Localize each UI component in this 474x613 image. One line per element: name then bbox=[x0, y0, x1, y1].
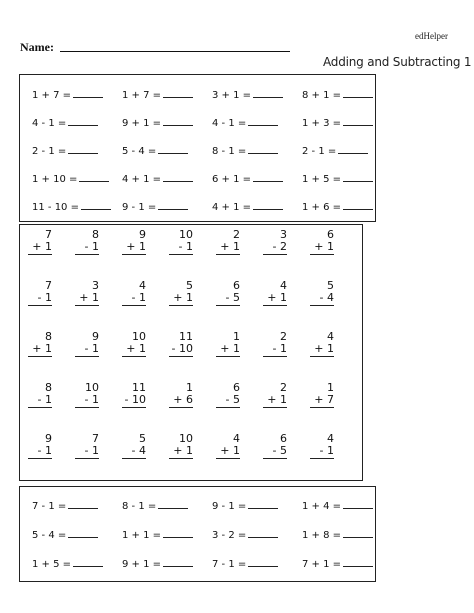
answer-blank[interactable] bbox=[248, 556, 278, 567]
horizontal-problem bbox=[122, 171, 212, 199]
answer-blank[interactable] bbox=[163, 171, 193, 182]
problem-text: 1 + 3 = bbox=[302, 118, 342, 129]
problem-top-number: 9 bbox=[92, 330, 99, 343]
problem-top-number: 10 bbox=[179, 228, 193, 241]
problem-text: 1 + 8 = bbox=[302, 530, 342, 541]
horizontal-problem bbox=[122, 143, 212, 171]
brand-label: edHelper bbox=[415, 31, 448, 41]
problem-bottom-operand: - 5 bbox=[216, 394, 240, 408]
problem-top-number: 10 bbox=[85, 381, 99, 394]
problem-top-number: 2 bbox=[280, 330, 287, 343]
problem-text: 3 - 2 = bbox=[212, 530, 247, 541]
horizontal-problem bbox=[212, 199, 302, 227]
problem-top-number: 4 bbox=[233, 432, 240, 445]
problem-top-number: 3 bbox=[92, 279, 99, 292]
answer-blank[interactable] bbox=[68, 115, 98, 126]
problem-bottom-operand: + 1 bbox=[28, 343, 52, 357]
problem-top-number: 1 bbox=[233, 330, 240, 343]
problem-bottom-operand: - 1 bbox=[122, 292, 146, 306]
problem-bottom-operand: + 1 bbox=[169, 445, 193, 459]
answer-blank[interactable] bbox=[248, 498, 278, 509]
problem-text: 7 - 1 = bbox=[212, 559, 247, 570]
vertical-problem bbox=[75, 433, 99, 484]
horizontal-problem bbox=[122, 498, 212, 527]
problem-text: 1 + 7 = bbox=[122, 90, 162, 101]
problem-top-number: 1 bbox=[186, 381, 193, 394]
vertical-problem bbox=[28, 229, 52, 280]
vertical-problem bbox=[310, 229, 334, 280]
answer-blank[interactable] bbox=[343, 171, 373, 182]
problem-top-number: 6 bbox=[233, 381, 240, 394]
horizontal-problems-box-top bbox=[19, 74, 376, 222]
vertical-problem bbox=[216, 331, 240, 382]
problem-top-number: 3 bbox=[280, 228, 287, 241]
problem-bottom-operand: - 4 bbox=[122, 445, 146, 459]
horizontal-problem bbox=[212, 87, 302, 115]
horizontal-problem bbox=[302, 115, 392, 143]
answer-blank[interactable] bbox=[253, 199, 283, 210]
problem-top-number: 4 bbox=[327, 432, 334, 445]
horizontal-problem bbox=[302, 143, 392, 171]
problem-top-number: 7 bbox=[92, 432, 99, 445]
problem-top-number: 4 bbox=[280, 279, 287, 292]
answer-blank[interactable] bbox=[253, 171, 283, 182]
problem-bottom-operand: + 1 bbox=[310, 343, 334, 357]
problem-bottom-operand: - 4 bbox=[310, 292, 334, 306]
vertical-problem bbox=[75, 331, 99, 382]
answer-blank[interactable] bbox=[73, 87, 103, 98]
answer-blank[interactable] bbox=[343, 556, 373, 567]
problem-bottom-operand: - 1 bbox=[28, 292, 52, 306]
problem-bottom-operand: + 1 bbox=[169, 292, 193, 306]
horizontal-problem bbox=[212, 115, 302, 143]
problem-top-number: 4 bbox=[327, 330, 334, 343]
problem-bottom-operand: + 1 bbox=[263, 292, 287, 306]
problem-bottom-operand: + 1 bbox=[28, 241, 52, 255]
answer-blank[interactable] bbox=[163, 556, 193, 567]
vertical-problem bbox=[169, 331, 193, 382]
problem-bottom-operand: - 1 bbox=[28, 394, 52, 408]
vertical-problem bbox=[263, 280, 287, 331]
problem-top-number: 8 bbox=[45, 330, 52, 343]
answer-blank[interactable] bbox=[343, 527, 373, 538]
problem-bottom-operand: + 1 bbox=[122, 241, 146, 255]
name-line bbox=[60, 51, 290, 52]
problem-top-number: 11 bbox=[179, 330, 193, 343]
problem-text: 1 + 1 = bbox=[122, 530, 162, 541]
horizontal-problem bbox=[302, 171, 392, 199]
problem-bottom-operand: + 1 bbox=[263, 394, 287, 408]
worksheet-title: Adding and Subtracting 1 bbox=[323, 55, 472, 69]
problem-text: 1 + 10 = bbox=[32, 174, 78, 185]
vertical-problem bbox=[216, 280, 240, 331]
horizontal-problem bbox=[122, 115, 212, 143]
problem-bottom-operand: - 5 bbox=[216, 292, 240, 306]
horizontal-problem bbox=[32, 115, 122, 143]
problem-bottom-operand: + 1 bbox=[216, 445, 240, 459]
vertical-problem bbox=[216, 229, 240, 280]
vertical-problem bbox=[310, 280, 334, 331]
problem-text: 11 - 10 = bbox=[32, 202, 79, 213]
horizontal-problem bbox=[32, 171, 122, 199]
problem-text: 3 + 1 = bbox=[212, 90, 252, 101]
answer-blank[interactable] bbox=[163, 87, 193, 98]
problem-bottom-operand: - 5 bbox=[263, 445, 287, 459]
problem-text: 8 - 1 = bbox=[212, 146, 247, 157]
vertical-problem bbox=[169, 229, 193, 280]
horizontal-problem bbox=[32, 527, 122, 556]
problem-top-number: 9 bbox=[45, 432, 52, 445]
answer-blank[interactable] bbox=[343, 87, 373, 98]
vertical-problem bbox=[122, 280, 146, 331]
problem-text: 4 + 1 = bbox=[122, 174, 162, 185]
problem-text: 7 - 1 = bbox=[32, 501, 67, 512]
vertical-problem bbox=[28, 331, 52, 382]
horizontal-problem bbox=[32, 199, 122, 227]
horizontal-problem bbox=[32, 143, 122, 171]
vertical-problem bbox=[75, 280, 99, 331]
horizontal-problem bbox=[212, 527, 302, 556]
vertical-problem bbox=[169, 433, 193, 484]
problem-text: 2 - 1 = bbox=[32, 146, 67, 157]
problem-text: 9 + 1 = bbox=[122, 118, 162, 129]
problem-top-number: 8 bbox=[45, 381, 52, 394]
answer-blank[interactable] bbox=[343, 115, 373, 126]
horizontal-problem bbox=[302, 527, 392, 556]
vertical-problems-grid bbox=[28, 229, 357, 484]
problem-top-number: 2 bbox=[280, 381, 287, 394]
answer-blank[interactable] bbox=[68, 498, 98, 509]
problem-top-number: 6 bbox=[233, 279, 240, 292]
problem-bottom-operand: + 1 bbox=[122, 343, 146, 357]
answer-blank[interactable] bbox=[79, 171, 109, 182]
vertical-problem bbox=[122, 331, 146, 382]
answer-blank[interactable] bbox=[163, 115, 193, 126]
vertical-problem bbox=[310, 433, 334, 484]
problem-top-number: 1 bbox=[327, 381, 334, 394]
vertical-problem bbox=[122, 433, 146, 484]
horizontal-problems-grid bbox=[32, 87, 392, 227]
horizontal-problem bbox=[212, 171, 302, 199]
answer-blank[interactable] bbox=[68, 143, 98, 154]
problem-text: 1 + 4 = bbox=[302, 501, 342, 512]
horizontal-problem bbox=[302, 199, 392, 227]
answer-blank[interactable] bbox=[343, 199, 373, 210]
vertical-problem bbox=[75, 382, 99, 433]
problem-bottom-operand: + 1 bbox=[216, 241, 240, 255]
vertical-problem bbox=[216, 433, 240, 484]
vertical-problem bbox=[263, 331, 287, 382]
horizontal-problem bbox=[212, 498, 302, 527]
vertical-problems-box bbox=[19, 224, 363, 481]
vertical-problem bbox=[216, 382, 240, 433]
vertical-problem bbox=[122, 382, 146, 433]
horizontal-problem bbox=[302, 556, 392, 585]
problem-text: 9 - 1 = bbox=[212, 501, 247, 512]
vertical-problem bbox=[28, 382, 52, 433]
problem-top-number: 7 bbox=[45, 228, 52, 241]
horizontal-problem bbox=[212, 556, 302, 585]
problem-top-number: 8 bbox=[92, 228, 99, 241]
name-label: Name: bbox=[20, 40, 54, 54]
answer-blank[interactable] bbox=[163, 527, 193, 538]
problem-top-number: 5 bbox=[139, 432, 146, 445]
horizontal-problem bbox=[122, 87, 212, 115]
problem-text: 4 - 1 = bbox=[212, 118, 247, 129]
problem-text: 8 + 1 = bbox=[302, 90, 342, 101]
problem-text: 9 - 1 = bbox=[122, 202, 157, 213]
problem-top-number: 5 bbox=[186, 279, 193, 292]
problem-text: 5 - 4 = bbox=[32, 530, 67, 541]
problem-bottom-operand: - 2 bbox=[263, 241, 287, 255]
problem-top-number: 5 bbox=[327, 279, 334, 292]
horizontal-problem bbox=[122, 527, 212, 556]
horizontal-problems-box-bottom bbox=[19, 486, 376, 582]
answer-blank[interactable] bbox=[158, 199, 188, 210]
problem-top-number: 9 bbox=[139, 228, 146, 241]
vertical-problem bbox=[263, 433, 287, 484]
problem-bottom-operand: - 1 bbox=[75, 343, 99, 357]
problem-bottom-operand: + 6 bbox=[169, 394, 193, 408]
vertical-problem bbox=[28, 433, 52, 484]
problem-text: 8 - 1 = bbox=[122, 501, 157, 512]
problem-bottom-operand: - 1 bbox=[169, 241, 193, 255]
horizontal-problem bbox=[32, 556, 122, 585]
problem-text: 1 + 6 = bbox=[302, 202, 342, 213]
problem-text: 6 + 1 = bbox=[212, 174, 252, 185]
answer-blank[interactable] bbox=[248, 527, 278, 538]
answer-blank[interactable] bbox=[248, 143, 278, 154]
problem-top-number: 6 bbox=[280, 432, 287, 445]
horizontal-problem bbox=[122, 556, 212, 585]
problem-text: 4 + 1 = bbox=[212, 202, 252, 213]
problem-bottom-operand: - 1 bbox=[75, 445, 99, 459]
horizontal-problem bbox=[32, 498, 122, 527]
horizontal-problem bbox=[212, 143, 302, 171]
vertical-problem bbox=[169, 280, 193, 331]
vertical-problem bbox=[263, 229, 287, 280]
problem-bottom-operand: + 1 bbox=[75, 292, 99, 306]
problem-bottom-operand: - 1 bbox=[75, 394, 99, 408]
vertical-problem bbox=[169, 382, 193, 433]
problem-top-number: 2 bbox=[233, 228, 240, 241]
problem-top-number: 10 bbox=[132, 330, 146, 343]
problem-bottom-operand: + 7 bbox=[310, 394, 334, 408]
problem-text: 9 + 1 = bbox=[122, 559, 162, 570]
problem-bottom-operand: - 1 bbox=[310, 445, 334, 459]
answer-blank[interactable] bbox=[68, 527, 98, 538]
problem-bottom-operand: - 1 bbox=[263, 343, 287, 357]
problem-top-number: 6 bbox=[327, 228, 334, 241]
problem-text: 7 + 1 = bbox=[302, 559, 342, 570]
problem-text: 5 - 4 = bbox=[122, 146, 157, 157]
answer-blank[interactable] bbox=[343, 498, 373, 509]
answer-blank[interactable] bbox=[338, 143, 368, 154]
problem-text: 4 - 1 = bbox=[32, 118, 67, 129]
problem-bottom-operand: - 1 bbox=[28, 445, 52, 459]
problem-bottom-operand: + 1 bbox=[310, 241, 334, 255]
horizontal-problem bbox=[32, 87, 122, 115]
vertical-problem bbox=[310, 382, 334, 433]
problem-bottom-operand: - 10 bbox=[169, 343, 193, 357]
vertical-problem bbox=[75, 229, 99, 280]
problem-bottom-operand: - 10 bbox=[122, 394, 146, 408]
vertical-problem bbox=[263, 382, 287, 433]
vertical-problem bbox=[28, 280, 52, 331]
problem-text: 1 + 5 = bbox=[302, 174, 342, 185]
problem-text: 1 + 5 = bbox=[32, 559, 72, 570]
problem-bottom-operand: - 1 bbox=[75, 241, 99, 255]
problem-top-number: 11 bbox=[132, 381, 146, 394]
answer-blank[interactable] bbox=[73, 556, 103, 567]
vertical-problem bbox=[310, 331, 334, 382]
problem-top-number: 10 bbox=[179, 432, 193, 445]
problem-bottom-operand: + 1 bbox=[216, 343, 240, 357]
answer-blank[interactable] bbox=[158, 498, 188, 509]
problem-top-number: 7 bbox=[45, 279, 52, 292]
answer-blank[interactable] bbox=[158, 143, 188, 154]
answer-blank[interactable] bbox=[81, 199, 111, 210]
answer-blank[interactable] bbox=[253, 87, 283, 98]
horizontal-problem bbox=[302, 498, 392, 527]
problem-text: 2 - 1 = bbox=[302, 146, 337, 157]
horizontal-problems-grid bbox=[32, 498, 392, 585]
problem-top-number: 4 bbox=[139, 279, 146, 292]
problem-text: 1 + 7 = bbox=[32, 90, 72, 101]
horizontal-problem bbox=[122, 199, 212, 227]
vertical-problem bbox=[122, 229, 146, 280]
horizontal-problem bbox=[302, 87, 392, 115]
answer-blank[interactable] bbox=[248, 115, 278, 126]
